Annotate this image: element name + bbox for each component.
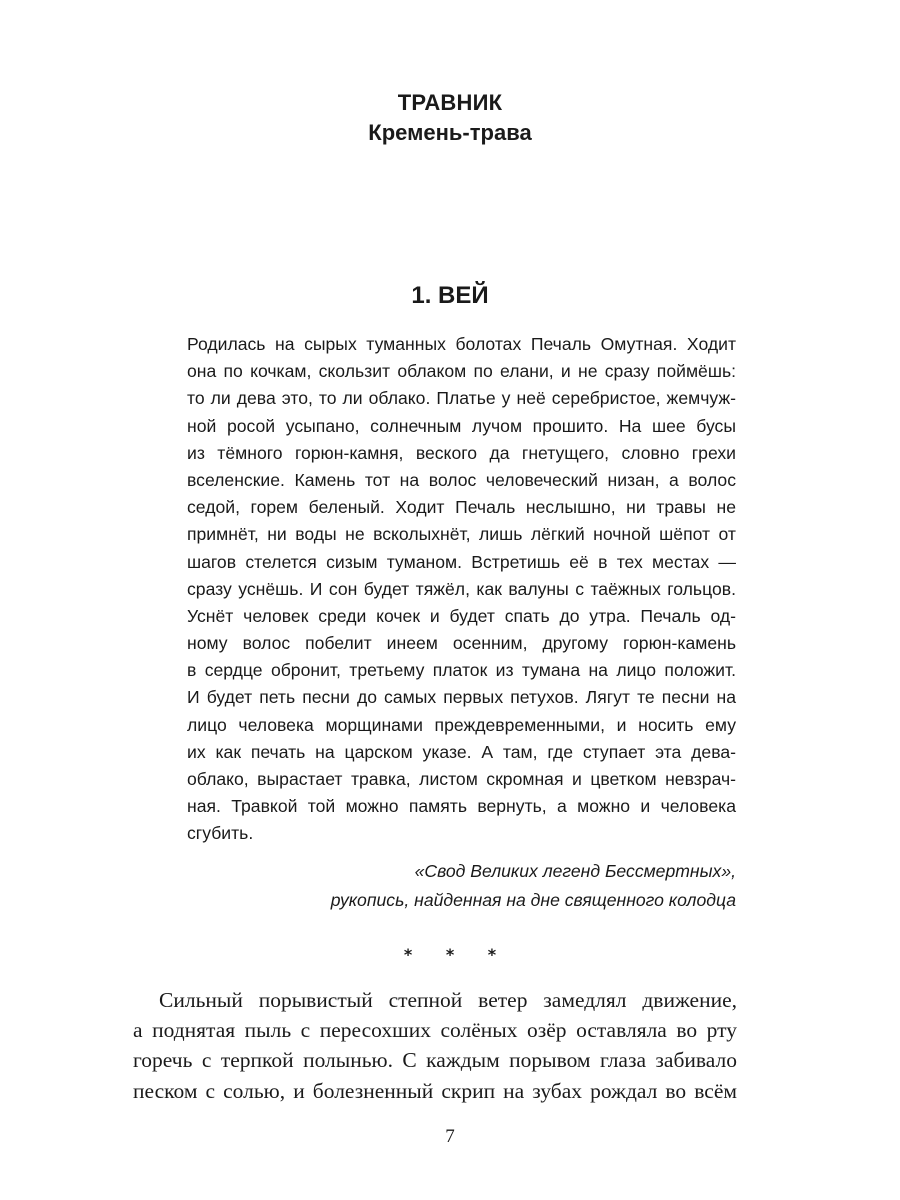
epigraph-line: И будет петь песни до самых первых петухов. Лягут те песни на bbox=[187, 687, 736, 708]
text-line: а поднятая пыль с пересохших солёных озёр оставляла во рту bbox=[133, 1018, 737, 1043]
epigraph-line: ной росой усыпано, солнечным лучом прошито. На шее бусы bbox=[187, 415, 736, 436]
epigraph-line: сразу уснёшь. И сон будет тяжёл, как валуны с таёжных гольцов. bbox=[187, 578, 736, 599]
running-header bbox=[0, 88, 900, 148]
main-text bbox=[133, 985, 737, 1106]
book-title: Кремень-трава bbox=[368, 120, 532, 145]
source-description: рукопись, найденная на дне священного колодца bbox=[330, 890, 736, 910]
epigraph bbox=[187, 331, 736, 848]
epigraph-line: седой, горем беленый. Ходит Печаль неслышно, ни травы не bbox=[187, 497, 736, 518]
epigraph-line: ному волос побелит инеем осенним, другому горюн-камень bbox=[187, 633, 736, 654]
text-line: песком с солью, и болезненный скрип на зубах рождал во всём bbox=[133, 1078, 737, 1103]
text-line: горечь с терпкой полынью. С каждым порывом глаза забивало bbox=[133, 1048, 737, 1073]
chapter-title: 1. ВЕЙ bbox=[411, 282, 489, 309]
epigraph-line: Уснёт человек среди кочек и будет спать до утра. Печаль од- bbox=[187, 605, 736, 626]
epigraph-line: сгубить. bbox=[187, 823, 254, 844]
epigraph-line: Родилась на сырых туманных болотах Печаль Омутная. Ходит bbox=[187, 334, 736, 354]
text-line: Сильный порывистый степной ветер замедлял движение, bbox=[159, 988, 737, 1012]
epigraph-line: облако, вырастает травка, листом скромная и цветком невзрач- bbox=[187, 769, 736, 789]
epigraph-line: она по кочкам, скользит облаком по елани, и не сразу поймёшь: bbox=[187, 361, 736, 382]
page-number: 7 bbox=[445, 1126, 455, 1147]
epigraph-line: то ли дева это, то ли облако. Платье у неё серебристое, жемчуж- bbox=[187, 388, 736, 409]
section-separator: * * * bbox=[403, 945, 511, 964]
series-title: ТРАВНИК bbox=[397, 90, 503, 115]
epigraph-line: примнёт, ни воды не всколыхнёт, лишь лёгкий ночной шёпот от bbox=[187, 524, 736, 545]
source-title: «Свод Великих легенд Бессмертных», bbox=[414, 861, 736, 881]
epigraph-line: их как печать на царском указе. А там, где ступает эта дева- bbox=[187, 741, 736, 762]
epigraph-line: лицо человека морщинами преждевременными, и носить ему bbox=[187, 714, 736, 735]
epigraph-source bbox=[176, 857, 736, 915]
epigraph-line: шагов стелется сизым туманом. Встретишь её в тех местах — bbox=[187, 551, 736, 572]
epigraph-line: в сердце обронит, третьему платок из тумана на лицо положит. bbox=[187, 660, 736, 681]
epigraph-line: ная. Травкой той можно память вернуть, а можно и человека bbox=[187, 796, 736, 817]
epigraph-line: из тёмного горюн-камня, веского да гнетущего, словно грехи bbox=[187, 442, 736, 463]
epigraph-line: вселенские. Камень тот на волос человеческий низан, а волос bbox=[187, 469, 736, 490]
